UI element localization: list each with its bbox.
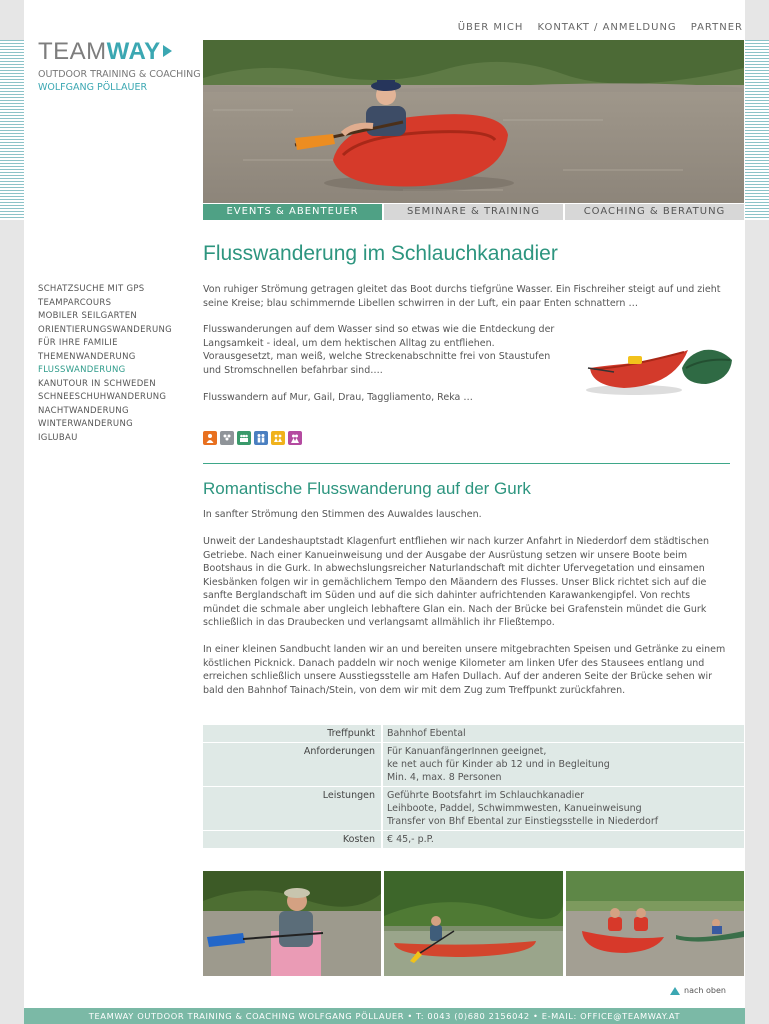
info-line: Transfer von Bhf Ebental zur Einstiegsstelle in Niederdorf: [387, 816, 659, 827]
main-heading-wrap: [203, 242, 730, 266]
group-icon: [220, 431, 234, 445]
logo-wordmark: TEAMWAY: [38, 38, 201, 66]
logo-owner-name: WOLFGANG PÖLLAUER: [38, 82, 148, 93]
decorative-stripes-right: [745, 40, 769, 220]
info-key-anforderungen: Anforderungen: [203, 743, 381, 786]
nav-link-ueber-mich[interactable]: ÜBER MICH: [457, 22, 524, 33]
sidebar-item-nachtwanderung[interactable]: NACHTWANDERUNG: [38, 405, 129, 416]
gallery-photo-1[interactable]: [203, 871, 381, 976]
inflatable-canoes-image: [584, 338, 736, 398]
sidebar-item-schneeschuhwanderung[interactable]: SCHNEESCHUHWANDERUNG: [38, 392, 167, 402]
gallery-photo-2[interactable]: [384, 871, 562, 976]
section-divider: [203, 463, 730, 464]
sidebar-item-familie[interactable]: FÜR IHRE FAMILIE: [38, 338, 118, 348]
sidebar-item-seilgarten[interactable]: MOBILER SEILGARTEN: [38, 311, 138, 321]
section-subtitle: In sanfter Strömung den Stimmen des Auwaldes lauschen.: [203, 509, 482, 520]
info-key-leistungen: Leistungen: [203, 787, 381, 830]
page-title: Flusswanderung im Schlauchkanadier: [203, 242, 558, 265]
rivers-text: Flusswandern auf Mur, Gail, Drau, Taggliamento, Reka …: [203, 392, 473, 403]
table-row: [203, 725, 744, 742]
back-to-top-label: nach oben: [684, 986, 726, 995]
info-line: Geführte Bootsfahrt im Schlauchkanadier: [387, 790, 585, 801]
main-tabs: [203, 204, 744, 220]
sidebar-item-orientierungswanderung[interactable]: ORIENTIERUNGSWANDERUNG: [38, 324, 173, 335]
info-line: Für KanuanfängerInnen geeignet,: [387, 746, 547, 757]
audience-icons: [203, 431, 302, 445]
photo-gallery: [203, 871, 744, 976]
footer: TEAMWAY OUTDOOR TRAINING & COACHING WOLFGANG PÖLLAUER • T: 0043 (0)680 2156042 • E-MAIL: OFFICE@TEAMWAY.AT: [24, 1008, 745, 1024]
tab-seminare-training[interactable]: SEMINARE & TRAINING: [384, 204, 563, 220]
info-line: Leihboote, Paddel, Schwimmwesten, Kanueinweisung: [387, 803, 642, 814]
gallery-photo-3[interactable]: [566, 871, 744, 976]
hero-image-river-kayak: [203, 40, 744, 203]
logo-tagline: OUTDOOR TRAINING & COACHING: [38, 69, 201, 80]
sidebar-item-iglubau[interactable]: IGLUBAU: [38, 432, 78, 443]
sidebar-item-schatzsuche[interactable]: SCHATZSUCHE MIT GPS: [38, 284, 145, 294]
tab-events-abenteuer[interactable]: EVENTS & ABENTEUER: [203, 204, 382, 220]
info-table: [203, 724, 744, 849]
sidebar-item-kanutour[interactable]: KANUTOUR IN SCHWEDEN: [38, 378, 156, 389]
back-to-top-link[interactable]: [670, 986, 726, 995]
kids-icon: [271, 431, 285, 445]
team-icon: [237, 431, 251, 445]
info-key-treffpunkt: Treffpunkt: [203, 725, 381, 742]
sidebar-item-flusswanderung[interactable]: FLUSSWANDERUNG: [38, 365, 126, 375]
info-value-kosten: € 45,- p.P.: [381, 831, 744, 848]
info-line: Min. 4, max. 8 Personen: [387, 772, 502, 783]
top-navigation: [458, 22, 743, 33]
couple-icon: [288, 431, 302, 445]
tab-coaching-beratung[interactable]: COACHING & BERATUNG: [565, 204, 744, 220]
table-row: [203, 831, 744, 848]
table-row: [203, 787, 744, 830]
sidebar-menu: [38, 283, 172, 445]
info-line: ke net auch für Kinder ab 12 und in Begleitung: [387, 759, 610, 770]
intro-text: Von ruhiger Strömung getragen gleitet das Boot durchs tiefgrüne Wasser. Ein Fischreiher steigt auf und zieht seine Kreise; blau schimmernde Libellen schwirren in der Luft, ein paar Enten schnattern …: [203, 284, 721, 309]
decorative-stripes-left: [0, 40, 24, 220]
sidebar-item-teamparcours[interactable]: TEAMPARCOURS: [38, 297, 112, 308]
sidebar-item-themenwanderung[interactable]: THEMENWANDERUNG: [38, 351, 136, 362]
section-body-2: In einer kleinen Sandbucht landen wir an und bereiten unsere mitgebrachten Speisen und Getränke zu einem köstlichen Picknick. Danach paddeln wir noch wenige Kilometer am linken Ufer des Stausees entlang und erreichen schließlich unsere Ausstiegsstelle am Hafen Dullach. Auf der anderen Seite der Brücke sehen wir bald den Bahnhof Tainach/Stein, von dem wir mit dem Zug zum Treffpunkt zurückfahren.: [203, 644, 726, 696]
info-value-anforderungen: [381, 743, 744, 786]
info-value-leistungen: [381, 787, 744, 830]
sidebar-item-winterwanderung[interactable]: WINTERWANDERUNG: [38, 419, 133, 429]
nav-link-partner[interactable]: PARTNER: [690, 22, 743, 33]
description-text: Flusswanderungen auf dem Wasser sind so etwas wie die Entdeckung der Langsamkeit - ideal, um dem hektischen Alltag zu entfliehen. Vorausgesetzt, man weiß, welche Streckenabschnitte frei von Staustufen und Stromschnellen befahrbar sind….: [203, 324, 555, 376]
info-key-kosten: Kosten: [203, 831, 381, 848]
info-value-treffpunkt: Bahnhof Ebental: [381, 725, 744, 742]
person-icon: [203, 431, 217, 445]
section-title: Romantische Flusswanderung auf der Gurk: [203, 479, 531, 498]
table-row: [203, 743, 744, 786]
logo[interactable]: [38, 38, 201, 93]
nav-link-kontakt[interactable]: KONTAKT / ANMELDUNG: [537, 22, 677, 33]
family-icon: [254, 431, 268, 445]
section-body-1: Unweit der Landeshauptstadt Klagenfurt entfliehen wir nach kurzer Anfahrt in Niederdorf dem städtischen Getriebe. Nach einer Kanueinweisung und der Ausgabe der Ausrüstung setzen wir unsere Boote beim Bootshaus in die Gurk. In abwechslungsreicher Naturlandschaft mit dichter Ufervegetation und einsamen Kiesbänken folgen wir in gemächlichem Tempo den Mäandern des Flusses. Unser Blick richtet sich auf die sanfte Berglandschaft im Süden und auf die sich dahinter aufrichtenden Karawankengipfel. Von rechts mündet die schmale aber ungleich lebhaftere Glan ein. Nach der Brücke bei Grafenstein mündet die Gurk schließlich in das Draubecken und verlangsamt allmählich ihr Fließtempo.: [203, 536, 709, 628]
arrow-up-icon: [670, 987, 680, 995]
logo-arrow-icon: [163, 45, 172, 57]
